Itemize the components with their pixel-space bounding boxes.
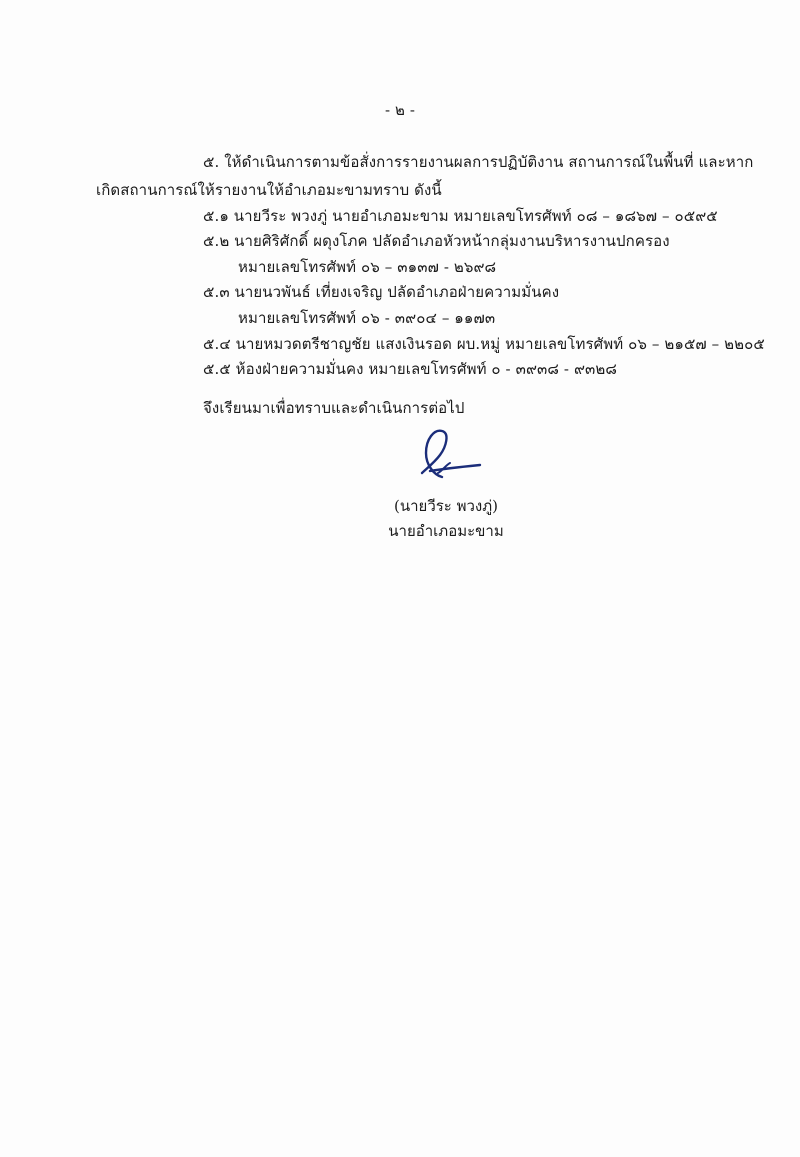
- page-number: - ๒ -: [384, 101, 416, 119]
- contact-item-5-2-name: ๕.๒ นายศิริศักดิ์ ผดุงโภค ปลัดอำเภอหัวหน้ากลุ่มงานบริหารงานปกครอง: [203, 232, 670, 250]
- contact-item-5-3-phone: หมายเลขโทรศัพท์ ๐๖ - ๓๙๐๔ – ๑๑๗๓: [238, 309, 496, 327]
- contact-item-5-2-phone: หมายเลขโทรศัพท์ ๐๖ – ๓๑๓๗ - ๒๖๙๘: [238, 258, 497, 276]
- paragraph-5-line-2: เกิดสถานการณ์ให้รายงานให้อำเภอมะขามทราบ ดังนี้: [96, 181, 442, 199]
- paragraph-5-line-1: ๕. ให้ดำเนินการตามข้อสั่งการรายงานผลการปฏิบัติงาน สถานการณ์ในพื้นที่ และหาก: [203, 153, 754, 171]
- contact-item-5-5: ๕.๕ ห้องฝ่ายความมั่นคง หมายเลขโทรศัพท์ ๐ - ๓๙๓๘ - ๙๓๒๘: [203, 360, 618, 378]
- closing-sentence: จึงเรียนมาเพื่อทราบและดำเนินการต่อไป: [203, 399, 465, 417]
- contact-item-5-3-name: ๕.๓ นายนวพันธ์ เที่ยงเจริญ ปลัดอำเภอฝ่ายความมั่นคง: [203, 283, 560, 301]
- signer-position: นายอำเภอมะขาม: [388, 522, 504, 540]
- contact-item-5-4: ๕.๔ นายหมวดตรีชาญชัย แสงเงินรอด ผบ.หมู่ หมายเลขโทรศัพท์ ๐๖ – ๒๑๕๗ – ๒๒๐๕: [203, 335, 765, 353]
- handwritten-signature: [412, 425, 484, 487]
- contact-item-5-1: ๕.๑ นายวีระ พวงภู่ นายอำเภอมะขาม หมายเลขโทรศัพท์ ๐๘ – ๑๘๖๗ – ๐๕๙๕: [203, 207, 718, 225]
- signer-name: (นายวีระ พวงภู่): [394, 497, 498, 515]
